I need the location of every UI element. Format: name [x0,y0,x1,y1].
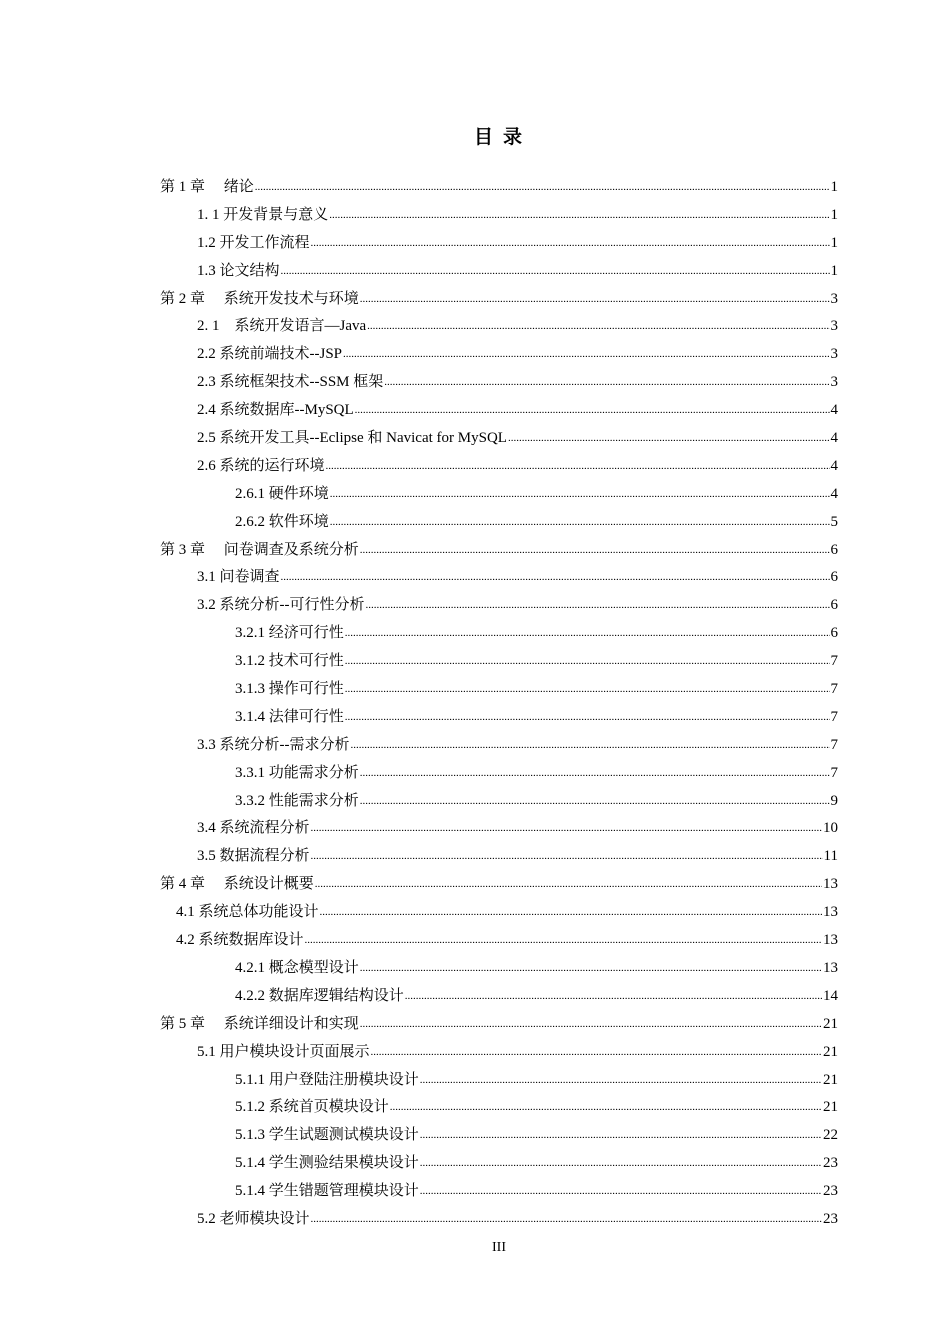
toc-entry[interactable] [160,732,838,760]
toc-entry-title: 5.1.3 学生试题测试模块设计 [235,1127,419,1144]
toc-entry-title: 5.2 老师模块设计 [197,1210,310,1227]
dot-leader [255,173,830,202]
toc-entry-title: 3.1.2 技术可行性 [235,653,344,670]
toc-entry-page: 21 [823,1099,838,1116]
dot-leader [330,508,830,537]
toc-entry[interactable] [160,425,838,453]
dot-leader [360,787,830,816]
toc-entry-page: 14 [823,987,838,1004]
toc-entry[interactable] [160,1094,838,1122]
dot-leader [330,480,830,509]
toc-entry-title: 2. 1 系统开发语言—Java [197,318,367,335]
toc-entry[interactable] [160,871,838,899]
dot-leader [311,1205,822,1234]
toc-entry-page: 3 [830,374,838,391]
dot-leader [343,340,829,369]
toc-entry-page: 9 [830,792,838,809]
toc-entry-page: 1 [830,234,838,251]
toc-entry[interactable] [160,1011,838,1039]
toc-entry-page: 4 [830,402,838,419]
toc-entry-page: 22 [823,1127,838,1144]
toc-entry-page: 6 [830,597,838,614]
toc-entry-page: 10 [823,820,838,837]
toc-entry-page: 23 [823,1210,838,1227]
toc-entry-page: 5 [830,513,838,530]
toc-entry-page: 6 [830,625,838,642]
toc-entry-title: 3.1.3 操作可行性 [235,681,344,698]
toc-entry-page: 23 [823,1155,838,1172]
toc-entry[interactable] [160,1067,838,1095]
toc-list [160,174,838,1234]
toc-entry[interactable] [160,676,838,704]
toc-entry-page: 13 [823,959,838,976]
toc-entry-title: 第 1 章 绪论 [160,179,254,195]
toc-entry-page: 1 [830,206,838,223]
toc-entry[interactable] [160,174,838,202]
toc-entry[interactable] [160,397,838,425]
toc-entry-title: 4.2 系统数据库设计 [176,932,304,949]
toc-entry-title: 2.5 系统开发工具--Eclipse 和 Navicat for MySQL [197,430,507,447]
toc-entry-page: 3 [830,290,838,307]
toc-entry-page: 3 [830,318,838,335]
toc-entry-page: 13 [823,932,838,949]
toc-entry-title: 5.1.4 学生测验结果模块设计 [235,1155,419,1172]
toc-entry-page: 7 [830,708,838,725]
toc-entry-page: 4 [830,457,838,474]
toc-entry[interactable] [160,202,838,230]
page-number: III [492,1240,506,1255]
toc-title [0,122,950,149]
toc-entry-title: 4.2.1 概念模型设计 [235,959,359,976]
toc-entry[interactable] [160,230,838,258]
toc-entry[interactable] [160,1206,838,1234]
toc-entry-title: 5.1.2 系统首页模块设计 [235,1099,389,1116]
toc-entry[interactable] [160,955,838,983]
toc-entry-title: 5.1.1 用户登陆注册模块设计 [235,1071,419,1088]
toc-entry-title: 2.6.1 硬件环境 [235,485,329,502]
toc-entry-page: 6 [830,541,838,558]
toc-entry-title: 1. 1 开发背景与意义 [197,206,329,223]
toc-entry-title: 2.4 系统数据库--MySQL [197,402,354,419]
toc-entry-page: 23 [823,1183,838,1200]
toc-entry-page: 21 [823,1043,838,1060]
toc-entry-title: 3.2.1 经济可行性 [235,625,344,642]
dot-leader [329,201,829,230]
toc-entry-title: 3.4 系统流程分析 [197,820,310,837]
toc-entry-title: 3.1.4 法律可行性 [235,708,344,725]
dot-leader [345,703,830,732]
toc-entry[interactable] [160,899,838,927]
toc-entry-title: 3.3 系统分析--需求分析 [197,736,350,753]
toc-entry-title: 2.2 系统前端技术--JSP [197,346,343,363]
toc-entry[interactable] [160,592,838,620]
toc-entry[interactable] [160,927,838,955]
dot-leader [420,1149,822,1178]
dot-leader [360,759,830,788]
toc-entry[interactable] [160,760,838,788]
dot-leader [420,1066,822,1095]
toc-entry-page: 7 [830,764,838,781]
toc-entry[interactable] [160,620,838,648]
toc-entry-title: 3.2 系统分析--可行性分析 [197,597,365,614]
toc-entry-title: 3.1 问卷调查 [197,569,280,586]
toc-entry[interactable] [160,815,838,843]
toc-entry[interactable] [160,1122,838,1150]
dot-leader [355,396,830,425]
toc-entry-page: 7 [830,736,838,753]
dot-leader [281,563,830,592]
toc-title-part-1: 目 [473,127,495,148]
toc-entry-page: 21 [823,1015,838,1032]
toc-entry[interactable] [160,286,838,314]
toc-entry-title: 5.1.4 学生错题管理模块设计 [235,1183,419,1200]
toc-entry[interactable] [160,564,838,592]
toc-entry[interactable] [160,1150,838,1178]
dot-leader [311,842,823,871]
dot-leader [311,814,822,843]
toc-entry-page: 13 [823,904,838,921]
toc-entry[interactable] [160,983,838,1011]
dot-leader [311,229,830,258]
toc-entry-title: 第 2 章 系统开发技术与环境 [160,290,359,307]
toc-entry-page: 6 [830,569,838,586]
dot-leader [405,982,822,1011]
dot-leader [508,424,830,453]
dot-leader [360,285,830,314]
toc-entry[interactable] [160,648,838,676]
dot-leader [315,870,822,899]
toc-entry[interactable] [160,1039,838,1067]
toc-entry-page: 7 [830,681,838,698]
toc-entry[interactable] [160,453,838,481]
toc-entry-title: 4.1 系统总体功能设计 [176,904,319,921]
dot-leader [345,675,830,704]
toc-entry-title: 第 4 章 系统设计概要 [160,876,314,893]
toc-entry[interactable] [160,258,838,286]
dot-leader [351,731,830,760]
dot-leader [281,257,830,286]
dot-leader [360,1010,822,1039]
toc-entry-title: 2.3 系统框架技术--SSM 框架 [197,374,384,391]
toc-entry[interactable] [160,704,838,732]
toc-entry-page: 7 [830,653,838,670]
dot-leader [326,452,830,481]
dot-leader [420,1177,822,1206]
toc-entry-page: 21 [823,1071,838,1088]
toc-entry-page: 11 [823,848,838,865]
toc-entry-title: 4.2.2 数据库逻辑结构设计 [235,987,404,1004]
toc-entry-page: 1 [830,179,838,195]
dot-leader [360,954,822,983]
toc-entry[interactable] [160,481,838,509]
toc-entry-title: 3.5 数据流程分析 [197,848,310,865]
toc-entry-page: 4 [830,430,838,447]
dot-leader [305,926,822,955]
toc-entry-title: 1.3 论文结构 [197,262,280,279]
dot-leader [420,1121,822,1150]
dot-leader [360,536,830,565]
dot-leader [384,368,829,397]
toc-entry-title: 2.6 系统的运行环境 [197,457,325,474]
toc-entry-page: 13 [823,876,838,893]
toc-entry[interactable] [160,537,838,565]
toc-entry[interactable] [160,1178,838,1206]
toc-entry-title: 2.6.2 软件环境 [235,513,329,530]
toc-entry-page: 1 [830,262,838,279]
toc-entry-title: 第 3 章 问卷调查及系统分析 [160,541,359,558]
toc-entry-title: 第 5 章 系统详细设计和实现 [160,1015,359,1032]
dot-leader [345,619,830,648]
dot-leader [320,898,822,927]
dot-leader [390,1093,822,1122]
toc-entry-title: 1.2 开发工作流程 [197,234,310,251]
toc-entry-title: 3.3.1 功能需求分析 [235,764,359,781]
dot-leader [345,647,830,676]
dot-leader [366,591,830,620]
toc-entry-title: 5.1 用户模块设计页面展示 [197,1043,370,1060]
toc-entry[interactable] [160,843,838,871]
toc-title-part-2: 录 [503,127,525,148]
dot-leader [367,312,829,341]
toc-entry[interactable] [160,341,838,369]
toc-entry[interactable] [160,509,838,537]
toc-entry[interactable] [160,788,838,816]
toc-entry-page: 3 [830,346,838,363]
toc-entry[interactable] [160,369,838,397]
dot-leader [371,1038,822,1067]
toc-entry-title: 3.3.2 性能需求分析 [235,792,359,809]
toc-entry[interactable] [160,313,838,341]
toc-entry-page: 4 [830,485,838,502]
